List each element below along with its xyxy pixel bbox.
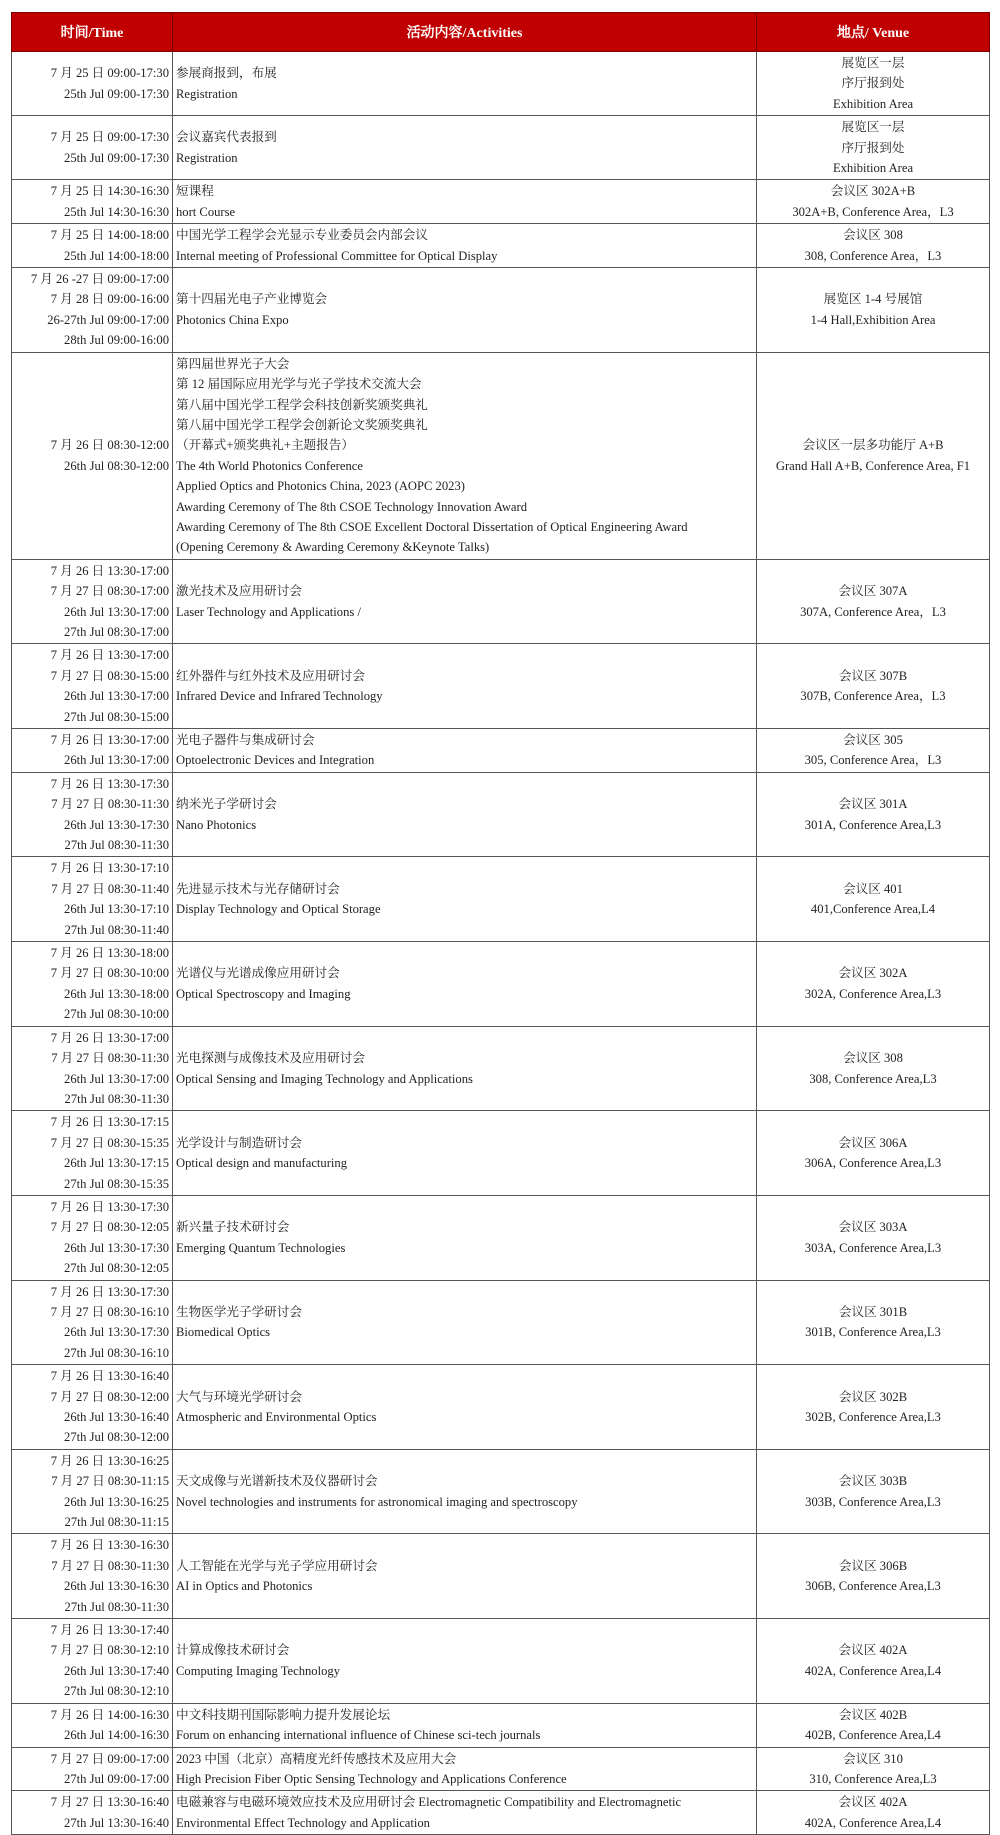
table-header-row — [12, 13, 990, 52]
venue-line: 会议区 305 — [843, 733, 903, 747]
venue-cell — [757, 1619, 990, 1704]
time-line: 26th Jul 13:30-17:40 — [64, 1663, 169, 1678]
venue-line: 302A, Conference Area,L3 — [804, 986, 942, 1001]
activity-line: 第 12 届国际应用光学与光子学技术交流大会 — [176, 377, 422, 392]
time-cell — [12, 116, 173, 180]
time-line: 27th Jul 08:30-15:00 — [64, 709, 169, 724]
activity-line: Awarding Ceremony of The 8th CSOE Technology Innovation Award — [176, 499, 528, 514]
table-row — [12, 772, 990, 857]
activity-line: 光电子器件与集成研讨会 — [176, 733, 315, 747]
activity-line: 红外器件与红外技术及应用研讨会 — [176, 668, 365, 683]
time-line: 7 月 27 日 08:30-16:10 — [50, 1304, 169, 1319]
time-cell — [12, 1280, 173, 1365]
activity-cell — [173, 1703, 757, 1747]
table-row — [12, 1534, 990, 1619]
venue-line: 展览区一层 — [841, 56, 905, 70]
venue-cell — [757, 268, 990, 353]
activity-cell — [173, 644, 757, 729]
time-line: 25th Jul 14:00-18:00 — [64, 248, 169, 263]
activity-line: Photonics China Expo — [176, 312, 289, 327]
activity-line: 光谱仪与光谱成像应用研讨会 — [176, 966, 340, 981]
venue-line: 序厅报到处 — [841, 76, 905, 91]
time-line: 7 月 26 -27 日 09:00-17:00 — [30, 272, 169, 287]
time-line: 7 月 27 日 13:30-16:40 — [50, 1795, 169, 1810]
venue-cell — [757, 1111, 990, 1196]
activity-line: 人工智能在光学与光子学应用研讨会 — [176, 1558, 378, 1573]
time-line: 7 月 26 日 13:30-17:00 — [50, 1030, 169, 1045]
venue-line: 会议区 308 — [843, 1051, 903, 1066]
time-line: 27th Jul 08:30-17:00 — [64, 624, 169, 639]
venue-line: 301A, Conference Area,L3 — [804, 817, 942, 832]
header-time: 时间/Time — [12, 13, 173, 52]
time-line: 7 月 25 日 14:00-18:00 — [50, 228, 169, 243]
activity-line: 大气与环境光学研讨会 — [176, 1389, 302, 1404]
venue-line: 会议区 301A — [838, 797, 908, 812]
time-line: 26th Jul 13:30-16:40 — [64, 1410, 169, 1424]
time-line: 26th Jul 13:30-17:30 — [64, 817, 169, 832]
activity-cell — [173, 268, 757, 353]
time-line: 7 月 25 日 14:30-16:30 — [50, 184, 169, 199]
time-line: 7 月 27 日 08:30-15:00 — [50, 668, 169, 683]
venue-line: 会议区 307B — [838, 668, 908, 683]
time-line: 7 月 26 日 13:30-17:15 — [50, 1115, 169, 1130]
time-line: 26th Jul 13:30-17:00 — [64, 689, 169, 704]
time-line: 7 月 27 日 08:30-11:40 — [51, 881, 169, 896]
time-line: 7 月 27 日 08:30-11:30 — [51, 797, 169, 812]
venue-line: 308, Conference Area，L3 — [804, 248, 942, 263]
activity-cell — [173, 224, 757, 268]
venue-cell — [757, 1703, 990, 1747]
time-cell — [12, 1365, 173, 1450]
time-line: 27th Jul 08:30-11:15 — [64, 1515, 169, 1530]
venue-line: Grand Hall A+B, Conference Area, F1 — [775, 458, 971, 473]
activity-line: (Opening Ceremony & Awarding Ceremony &Keynote Talks) — [176, 540, 490, 555]
venue-line: 会议区 308 — [843, 228, 903, 243]
time-cell — [12, 352, 173, 559]
activity-line: 短课程 — [176, 184, 214, 199]
venue-line: 会议区 302A — [838, 966, 908, 981]
time-line: 7 月 25 日 09:00-17:30 — [50, 66, 169, 81]
venue-line: 303B, Conference Area,L3 — [805, 1494, 941, 1509]
venue-line: 401,Conference Area,L4 — [810, 902, 936, 917]
venue-cell — [757, 559, 990, 644]
activity-cell — [173, 1026, 757, 1111]
time-cell — [12, 1026, 173, 1111]
activity-line: 先进显示技术与光存储研讨会 — [176, 881, 340, 896]
table-row — [12, 1619, 990, 1704]
venue-cell — [757, 1026, 990, 1111]
venue-cell — [757, 52, 990, 116]
activity-line: Laser Technology and Applications / — [176, 604, 361, 619]
venue-cell — [757, 352, 990, 559]
venue-line: 307A, Conference Area，L3 — [800, 604, 946, 619]
venue-cell — [757, 942, 990, 1027]
venue-line: 展览区一层 — [841, 120, 905, 135]
venue-line: 302B, Conference Area,L3 — [805, 1410, 941, 1424]
table-row — [12, 857, 990, 942]
activity-line: Awarding Ceremony of The 8th CSOE Excellent Doctoral Dissertation of Optical Engineering Award — [176, 519, 688, 534]
time-line: 27th Jul 08:30-11:30 — [64, 838, 169, 853]
table-row — [12, 1449, 990, 1534]
venue-line: 305, Conference Area，L3 — [804, 753, 942, 768]
time-line: 27th Jul 08:30-10:00 — [64, 1007, 169, 1022]
time-line: 7 月 25 日 09:00-17:30 — [50, 130, 169, 145]
venue-line: 会议区 307A — [838, 584, 908, 599]
table-row — [12, 1195, 990, 1280]
activity-line: Optical design and manufacturing — [176, 1156, 348, 1171]
time-line: 27th Jul 08:30-12:10 — [64, 1684, 169, 1699]
time-line: 7 月 27 日 08:30-12:00 — [50, 1389, 169, 1404]
table-row — [12, 224, 990, 268]
time-line: 27th Jul 09:00-17:00 — [64, 1771, 169, 1786]
activity-line: 光电探测与成像技术及应用研讨会 — [176, 1051, 365, 1066]
table-row — [12, 116, 990, 180]
activity-cell — [173, 1449, 757, 1534]
venue-line: 会议区 402A — [838, 1795, 908, 1810]
activity-cell — [173, 352, 757, 559]
activity-cell — [173, 857, 757, 942]
activity-cell — [173, 1534, 757, 1619]
activity-cell — [173, 1619, 757, 1704]
time-line: 26th Jul 13:30-16:25 — [64, 1494, 169, 1509]
time-cell — [12, 644, 173, 729]
activity-cell — [173, 772, 757, 857]
activity-cell — [173, 1280, 757, 1365]
activity-cell — [173, 52, 757, 116]
time-line: 26th Jul 13:30-16:30 — [64, 1579, 169, 1594]
time-line: 7 月 26 日 13:30-17:40 — [50, 1623, 169, 1638]
venue-cell — [757, 1747, 990, 1791]
venue-cell — [757, 116, 990, 180]
time-cell — [12, 729, 173, 773]
venue-line: 306B, Conference Area,L3 — [805, 1579, 941, 1594]
venue-line: 会议区 402B — [838, 1707, 908, 1722]
venue-line: 序厅报到处 — [841, 140, 905, 155]
activity-line: Biomedical Optics — [176, 1325, 271, 1340]
time-cell — [12, 772, 173, 857]
time-line: 7 月 26 日 14:00-16:30 — [50, 1707, 169, 1722]
time-line: 27th Jul 08:30-11:30 — [64, 1091, 169, 1106]
activity-cell — [173, 942, 757, 1027]
venue-line: 会议区 401 — [843, 881, 903, 896]
table-row — [12, 352, 990, 559]
time-line: 26th Jul 13:30-17:30 — [64, 1325, 169, 1340]
table-row — [12, 1747, 990, 1791]
activity-line: 2023 中国（北京）高精度光纤传感技术及应用大会 — [176, 1751, 457, 1766]
table-row — [12, 559, 990, 644]
venue-line: 会议区 402A — [838, 1643, 908, 1658]
activity-line: 电磁兼容与电磁环境效应技术及应用研讨会 Electromagnetic Compatibility and Electromagnetic — [176, 1795, 682, 1810]
time-line: 7 月 26 日 13:30-17:00 — [50, 563, 169, 578]
venue-line: 402A, Conference Area,L4 — [804, 1663, 942, 1678]
time-line: 7 月 26 日 13:30-16:30 — [50, 1538, 169, 1553]
venue-line: 302A+B, Conference Area，L3 — [792, 204, 954, 219]
time-line: 26th Jul 08:30-12:00 — [64, 458, 169, 473]
time-line: 7 月 27 日 08:30-15:35 — [50, 1135, 169, 1150]
venue-cell — [757, 1534, 990, 1619]
venue-line: 会议区 302B — [838, 1389, 908, 1404]
table-row — [12, 1026, 990, 1111]
time-cell — [12, 857, 173, 942]
activity-cell — [173, 1111, 757, 1196]
activity-cell — [173, 180, 757, 224]
venue-line: 402B, Conference Area,L4 — [805, 1728, 941, 1743]
time-line: 7 月 27 日 08:30-10:00 — [50, 966, 169, 981]
activity-line: Nano Photonics — [176, 817, 257, 832]
time-line: 27th Jul 08:30-12:05 — [64, 1261, 169, 1276]
time-line: 7 月 27 日 08:30-12:10 — [50, 1643, 169, 1658]
activity-line: Display Technology and Optical Storage — [176, 902, 381, 917]
activity-cell — [173, 559, 757, 644]
table-row — [12, 1111, 990, 1196]
activity-line: 天文成像与光谱新技术及仪器研讨会 — [176, 1474, 378, 1489]
header-venue: 地点/ Venue — [757, 13, 990, 52]
activity-line: 生物医学光子学研讨会 — [176, 1304, 302, 1319]
activity-cell — [173, 116, 757, 180]
time-cell — [12, 268, 173, 353]
time-cell — [12, 1449, 173, 1534]
table-row — [12, 942, 990, 1027]
venue-line: 303A, Conference Area,L3 — [804, 1240, 942, 1255]
time-cell — [12, 224, 173, 268]
time-line: 25th Jul 14:30-16:30 — [64, 204, 169, 219]
time-cell — [12, 1619, 173, 1704]
activity-cell — [173, 1195, 757, 1280]
activity-line: AI in Optics and Photonics — [176, 1579, 313, 1594]
time-line: 7 月 26 日 13:30-17:30 — [50, 1284, 169, 1299]
time-line: 26th Jul 13:30-17:15 — [64, 1156, 169, 1171]
time-line: 27th Jul 13:30-16:40 — [64, 1815, 169, 1830]
venue-line: 301B, Conference Area,L3 — [805, 1325, 941, 1340]
time-line: 7 月 26 日 13:30-17:00 — [50, 648, 169, 663]
time-line: 27th Jul 08:30-15:35 — [64, 1176, 169, 1191]
activity-line: Registration — [176, 86, 238, 101]
time-cell — [12, 1195, 173, 1280]
time-cell — [12, 942, 173, 1027]
table-row — [12, 1280, 990, 1365]
time-cell — [12, 1534, 173, 1619]
activity-line: （开幕式+颁奖典礼+主题报告） — [176, 438, 354, 453]
activity-line: High Precision Fiber Optic Sensing Technology and Applications Conference — [176, 1771, 567, 1786]
time-line: 7 月 27 日 08:30-11:30 — [51, 1051, 169, 1066]
time-line: 25th Jul 09:00-17:30 — [64, 86, 169, 101]
activity-line: 参展商报到，布展 — [176, 66, 277, 81]
schedule-page — [11, 12, 989, 1835]
venue-line: 会议区 306B — [838, 1558, 908, 1573]
time-line: 27th Jul 08:30-16:10 — [64, 1345, 169, 1360]
activity-line: 新兴量子技术研讨会 — [176, 1220, 290, 1235]
time-line: 26th Jul 13:30-17:00 — [64, 753, 169, 768]
venue-line: Exhibition Area — [832, 161, 914, 176]
activity-line: 第八届中国光学工程学会创新论文奖颁奖典礼 — [176, 417, 428, 432]
activity-line: 第十四届光电子产业博览会 — [176, 292, 328, 307]
activity-line: Applied Optics and Photonics China, 2023 (AOPC 2023) — [176, 479, 465, 494]
activity-line: Forum on enhancing international influence of Chinese sci-tech journals — [176, 1728, 541, 1743]
time-line: 26th Jul 13:30-17:00 — [64, 1071, 169, 1086]
table-row — [12, 1703, 990, 1747]
activity-line: 会议嘉宾代表报到 — [176, 130, 277, 145]
venue-cell — [757, 729, 990, 773]
time-line: 27th Jul 08:30-12:00 — [64, 1430, 169, 1445]
time-line: 25th Jul 09:00-17:30 — [64, 150, 169, 165]
activity-line: Internal meeting of Professional Committee for Optical Display — [176, 248, 498, 263]
activity-cell — [173, 729, 757, 773]
table-row — [12, 52, 990, 116]
activity-line: The 4th World Photonics Conference — [176, 458, 363, 473]
time-cell — [12, 559, 173, 644]
activity-line: 第八届中国光学工程学会科技创新奖颁奖典礼 — [176, 397, 428, 412]
venue-line: 会议区 303A — [838, 1220, 908, 1235]
activity-line: hort Course — [176, 204, 236, 219]
activity-line: 激光技术及应用研讨会 — [176, 584, 302, 599]
venue-line: 会议区 306A — [838, 1135, 908, 1150]
time-line: 26th Jul 13:30-17:00 — [64, 604, 169, 619]
time-line: 26th Jul 13:30-18:00 — [64, 986, 169, 1001]
activity-line: Novel technologies and instruments for astronomical imaging and spectroscopy — [176, 1494, 578, 1509]
activity-line: Atmospheric and Environmental Optics — [176, 1410, 377, 1424]
activity-line: Optical Sensing and Imaging Technology and Applications — [176, 1071, 473, 1086]
venue-line: 307B, Conference Area，L3 — [800, 689, 946, 704]
activity-line: Computing Imaging Technology — [176, 1663, 340, 1678]
time-line: 7 月 27 日 09:00-17:00 — [50, 1751, 169, 1766]
table-row — [12, 180, 990, 224]
venue-cell — [757, 644, 990, 729]
venue-line: 会议区 310 — [843, 1751, 903, 1766]
schedule-rows — [12, 52, 990, 1835]
time-line: 7 月 27 日 08:30-11:30 — [51, 1558, 169, 1573]
table-row — [12, 729, 990, 773]
activity-line: 计算成像技术研讨会 — [176, 1643, 290, 1658]
activity-line: Optoelectronic Devices and Integration — [176, 753, 375, 768]
time-line: 7 月 27 日 08:30-12:05 — [50, 1220, 169, 1235]
time-line: 7 月 26 日 13:30-18:00 — [50, 946, 169, 961]
header-activities: 活动内容/Activities — [173, 13, 757, 52]
table-row — [12, 644, 990, 729]
venue-line: 306A, Conference Area,L3 — [804, 1156, 942, 1171]
venue-line: 会议区 303B — [838, 1474, 908, 1489]
venue-line: 310, Conference Area,L3 — [809, 1771, 937, 1786]
time-line: 26-27th Jul 09:00-17:00 — [47, 312, 169, 327]
schedule-table — [11, 12, 990, 1835]
venue-line: 402A, Conference Area,L4 — [804, 1815, 942, 1830]
time-line: 7 月 26 日 13:30-17:30 — [50, 776, 169, 791]
table-row — [12, 268, 990, 353]
activity-line: 纳米光子学研讨会 — [176, 797, 277, 812]
activity-line: 第四届世界光子大会 — [176, 356, 290, 371]
activity-line: Environmental Effect Technology and Application — [176, 1815, 430, 1830]
time-line: 7 月 26 日 13:30-17:30 — [50, 1199, 169, 1214]
time-cell — [12, 1703, 173, 1747]
activity-line: 中文科技期刊国际影响力提升发展论坛 — [176, 1707, 391, 1722]
venue-cell — [757, 1365, 990, 1450]
time-line: 7 月 27 日 08:30-11:15 — [51, 1474, 169, 1489]
time-cell — [12, 52, 173, 116]
venue-cell — [757, 857, 990, 942]
time-line: 27th Jul 08:30-11:40 — [64, 922, 169, 937]
time-line: 7 月 26 日 13:30-17:00 — [50, 733, 169, 747]
time-line: 27th Jul 08:30-11:30 — [64, 1599, 169, 1614]
venue-cell — [757, 1280, 990, 1365]
time-cell — [12, 1111, 173, 1196]
venue-line: 1-4 Hall,Exhibition Area — [810, 312, 936, 327]
venue-line: 展览区 1-4 号展馆 — [823, 292, 923, 307]
activity-cell — [173, 1365, 757, 1450]
activity-cell — [173, 1747, 757, 1791]
venue-line: 308, Conference Area,L3 — [809, 1071, 937, 1086]
venue-cell — [757, 1195, 990, 1280]
activity-line: Registration — [176, 150, 238, 165]
activity-line: Emerging Quantum Technologies — [176, 1240, 346, 1255]
time-line: 7 月 26 日 13:30-17:10 — [50, 861, 169, 876]
venue-cell — [757, 772, 990, 857]
time-cell — [12, 180, 173, 224]
time-line: 26th Jul 13:30-17:10 — [64, 902, 169, 917]
time-line: 28th Jul 09:00-16:00 — [64, 333, 169, 348]
venue-line: 会议区一层多功能厅 A+B — [802, 438, 944, 453]
table-row — [12, 1365, 990, 1450]
time-line: 7 月 26 日 13:30-16:40 — [50, 1369, 169, 1384]
time-line: 7 月 27 日 08:30-17:00 — [50, 584, 169, 599]
activity-line: 光学设计与制造研讨会 — [176, 1135, 302, 1150]
activity-line: Optical Spectroscopy and Imaging — [176, 986, 351, 1001]
venue-cell — [757, 180, 990, 224]
venue-cell — [757, 1449, 990, 1534]
venue-line: 会议区 302A+B — [830, 184, 916, 199]
activity-line: Infrared Device and Infrared Technology — [176, 689, 383, 704]
time-line: 7 月 28 日 09:00-16:00 — [50, 292, 169, 307]
time-line: 26th Jul 14:00-16:30 — [64, 1728, 169, 1743]
time-cell — [12, 1747, 173, 1791]
time-line: 7 月 26 日 13:30-16:25 — [50, 1453, 169, 1468]
venue-line: Exhibition Area — [832, 96, 914, 111]
time-line: 7 月 26 日 08:30-12:00 — [50, 438, 169, 453]
venue-cell — [757, 224, 990, 268]
activity-line: 中国光学工程学会光显示专业委员会内部会议 — [176, 228, 428, 243]
time-line: 26th Jul 13:30-17:30 — [64, 1240, 169, 1255]
venue-line: 会议区 301B — [838, 1304, 908, 1319]
